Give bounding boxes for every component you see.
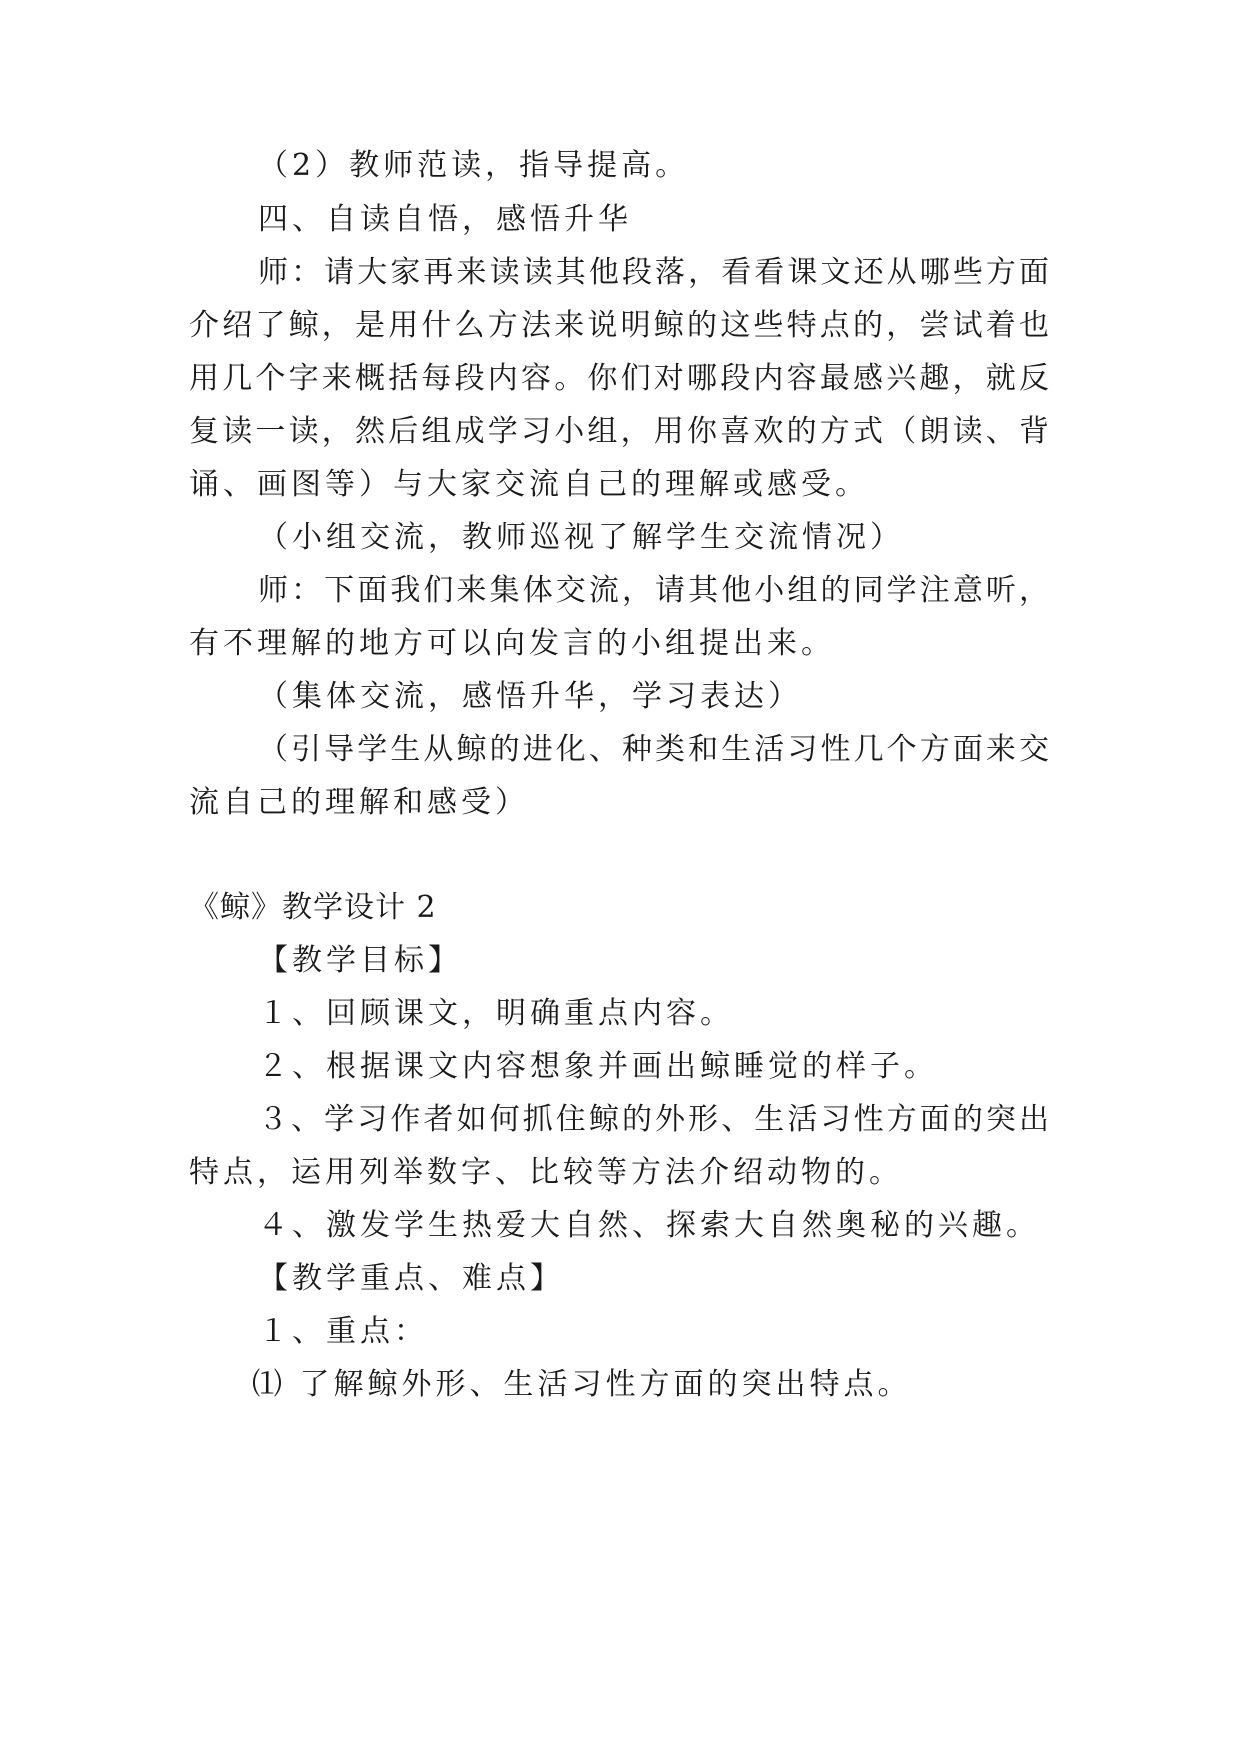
paragraph-line: 介绍了鲸，是用什么方法来说明鲸的这些特点的，尝试着也: [189, 308, 1049, 343]
paragraph-line: 有不理解的地方可以向发言的小组提出来。: [189, 626, 835, 661]
list-item: ２、根据课文内容想象并画出鲸睡觉的样子。: [258, 1049, 938, 1084]
paragraph-line: （集体交流，感悟升华，学习表达）: [258, 679, 802, 714]
paragraph-line: 流自己的理解和感受）: [189, 785, 529, 820]
paragraph-line: （2）教师范读，指导提高。: [258, 148, 690, 183]
list-item: ４、激发学生热爱大自然、探索大自然奥秘的兴趣。: [258, 1208, 1040, 1243]
paragraph-line: 诵、画图等）与大家交流自己的理解或感受。: [189, 467, 869, 502]
list-item: ⑴ 了解鲸外形、生活习性方面的突出特点。: [252, 1367, 912, 1402]
section-heading: 四、自读自悟，感悟升华: [258, 202, 632, 237]
list-item: １、回顾课文，明确重点内容。: [258, 996, 734, 1031]
section-heading: 【教学目标】: [258, 943, 462, 978]
document-title: 《鲸》教学设计 2: [189, 890, 437, 925]
paragraph-line: （小组交流，教师巡视了解学生交流情况）: [258, 520, 904, 555]
paragraph-line: 师：下面我们来集体交流，请其他小组的同学注意听，: [258, 573, 1049, 608]
paragraph-line: 用几个字来概括每段内容。你们对哪段内容最感兴趣，就反: [189, 361, 1049, 396]
list-item-continuation: 特点，运用列举数字、比较等方法介绍动物的。: [189, 1155, 903, 1190]
paragraph-line: 师：请大家再来读读其他段落，看看课文还从哪些方面: [258, 255, 1049, 290]
list-item: １、重点：: [258, 1314, 428, 1349]
section-heading: 【教学重点、难点】: [258, 1261, 564, 1296]
list-item: ３、学习作者如何抓住鲸的外形、生活习性方面的突出: [258, 1102, 1049, 1137]
paragraph-line: （引导学生从鲸的进化、种类和生活习性几个方面来交: [258, 732, 1049, 767]
paragraph-line: 复读一读，然后组成学习小组，用你喜欢的方式（朗读、背: [189, 414, 1049, 449]
